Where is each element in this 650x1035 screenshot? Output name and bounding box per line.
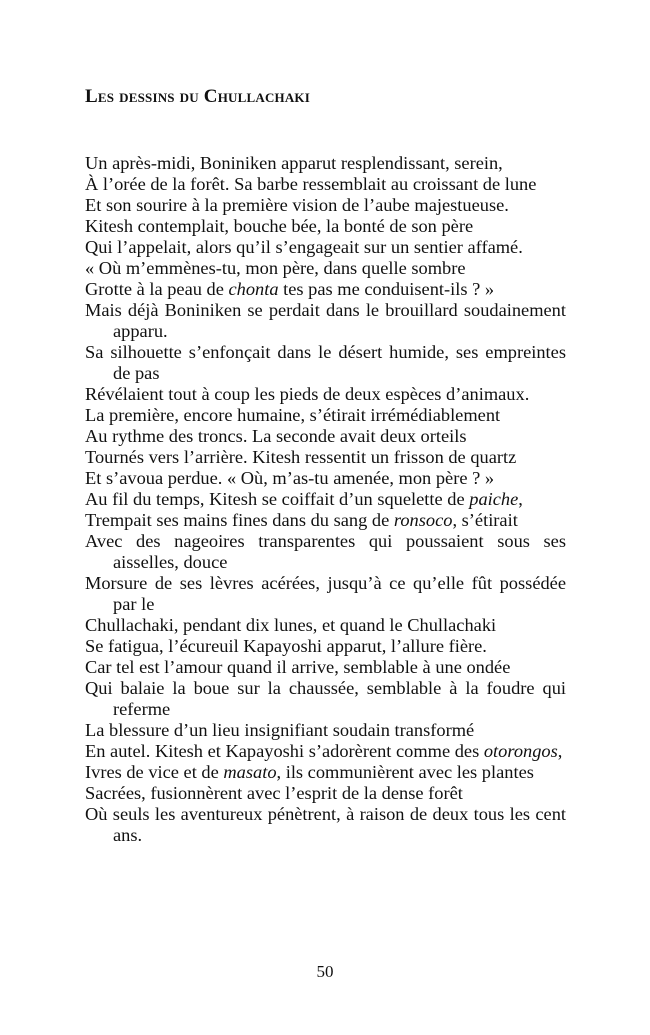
verse-line bbox=[85, 615, 566, 636]
verse-line bbox=[85, 804, 566, 846]
poem-body bbox=[85, 153, 566, 846]
verse-line bbox=[85, 468, 566, 489]
verse-text: Avec des nageoires transparentes qui poussaient sous ses aisselles, douce bbox=[85, 531, 566, 572]
verse-text: En autel. Kitesh et Kapayoshi s’adorèrent comme des bbox=[85, 741, 484, 761]
verse-text: Sa silhouette s’enfonçait dans le désert humide, ses empreintes de pas bbox=[85, 342, 566, 383]
page-title: Les dessins du Chullachaki bbox=[85, 86, 311, 107]
verse-line bbox=[85, 636, 566, 657]
verse-text: Et s’avoua perdue. « Où, m’as-tu amenée, mon père ? » bbox=[85, 468, 495, 488]
verse-text: Morsure de ses lèvres acérées, jusqu’à ce qu’elle fût possédée par le bbox=[85, 573, 566, 614]
verse-line bbox=[85, 405, 566, 426]
verse-text: Mais déjà Boniniken se perdait dans le brouillard soudainement apparu. bbox=[85, 300, 566, 341]
verse-text: À l’orée de la forêt. Sa barbe ressemblait au croissant de lune bbox=[85, 174, 537, 194]
verse-line bbox=[85, 426, 566, 447]
verse-text: Qui l’appelait, alors qu’il s’engageait sur un sentier affamé. bbox=[85, 237, 523, 257]
verse-line bbox=[85, 720, 566, 741]
verse-text: Au rythme des troncs. La seconde avait deux orteils bbox=[85, 426, 467, 446]
verse-line bbox=[85, 531, 566, 573]
verse-text: Un après-midi, Boniniken apparut resplendissant, serein, bbox=[85, 153, 503, 173]
verse-text: « Où m’emmènes-tu, mon père, dans quelle sombre bbox=[85, 258, 466, 278]
verse-line bbox=[85, 279, 566, 300]
verse-text: , bbox=[557, 741, 563, 761]
verse-line bbox=[85, 447, 566, 468]
verse-text: Ivres de vice et de bbox=[85, 762, 224, 782]
verse-line bbox=[85, 258, 566, 279]
verse-line bbox=[85, 174, 566, 195]
verse-text: Qui balaie la boue sur la chaussée, semblable à la foudre qui referme bbox=[85, 678, 566, 719]
verse-text: , ils communièrent avec les plantes bbox=[276, 762, 534, 782]
verse-text: Au fil du temps, Kitesh se coiffait d’un squelette de bbox=[85, 489, 470, 509]
verse-text: Tournés vers l’arrière. Kitesh ressentit un frisson de quartz bbox=[85, 447, 517, 467]
verse-line bbox=[85, 741, 566, 762]
verse-line bbox=[85, 489, 566, 510]
verse-text: , s’étirait bbox=[452, 510, 518, 530]
verse-line bbox=[85, 342, 566, 384]
verse-line bbox=[85, 783, 566, 804]
verse-text: Chullachaki, pendant dix lunes, et quand le Chullachaki bbox=[85, 615, 497, 635]
italic-word: otorongos bbox=[483, 741, 558, 761]
verse-line bbox=[85, 153, 566, 174]
verse-text: Se fatigua, l’écureuil Kapayoshi apparut, l’allure fière. bbox=[85, 636, 487, 656]
verse-text: , bbox=[518, 489, 523, 509]
verse-line bbox=[85, 657, 566, 678]
verse-line bbox=[85, 237, 566, 258]
verse-text: Kitesh contemplait, bouche bée, la bonté de son père bbox=[85, 216, 474, 236]
verse-line bbox=[85, 216, 566, 237]
verse-text: La première, encore humaine, s’étirait irrémédiablement bbox=[85, 405, 501, 425]
verse-text: Car tel est l’amour quand il arrive, semblable à une ondée bbox=[85, 657, 511, 677]
verse-line bbox=[85, 762, 566, 783]
verse-text: Et son sourire à la première vision de l’aube majestueuse. bbox=[85, 195, 509, 215]
italic-word: masato bbox=[223, 762, 277, 782]
page-number: 50 bbox=[316, 962, 334, 981]
verse-line bbox=[85, 300, 566, 342]
verse-text: Sacrées, fusionnèrent avec l’esprit de la dense forêt bbox=[85, 783, 463, 803]
verse-text: Révélaient tout à coup les pieds de deux espèces d’animaux. bbox=[85, 384, 530, 404]
italic-word: chonta bbox=[228, 279, 279, 299]
verse-text: tes pas me conduisent-ils ? » bbox=[278, 279, 495, 299]
verse-text: Trempait ses mains fines dans du sang de bbox=[85, 510, 394, 530]
verse-line bbox=[85, 678, 566, 720]
verse-text: Grotte à la peau de bbox=[85, 279, 229, 299]
italic-word: ronsoco bbox=[393, 510, 453, 530]
verse-line bbox=[85, 510, 566, 531]
verse-text: Où seuls les aventureux pénètrent, à raison de deux tous les cent ans. bbox=[85, 804, 566, 845]
verse-line bbox=[85, 573, 566, 615]
italic-word: paiche bbox=[469, 489, 519, 509]
verse-line bbox=[85, 195, 566, 216]
verse-text: La blessure d’un lieu insignifiant soudain transformé bbox=[85, 720, 475, 740]
verse-line bbox=[85, 384, 566, 405]
